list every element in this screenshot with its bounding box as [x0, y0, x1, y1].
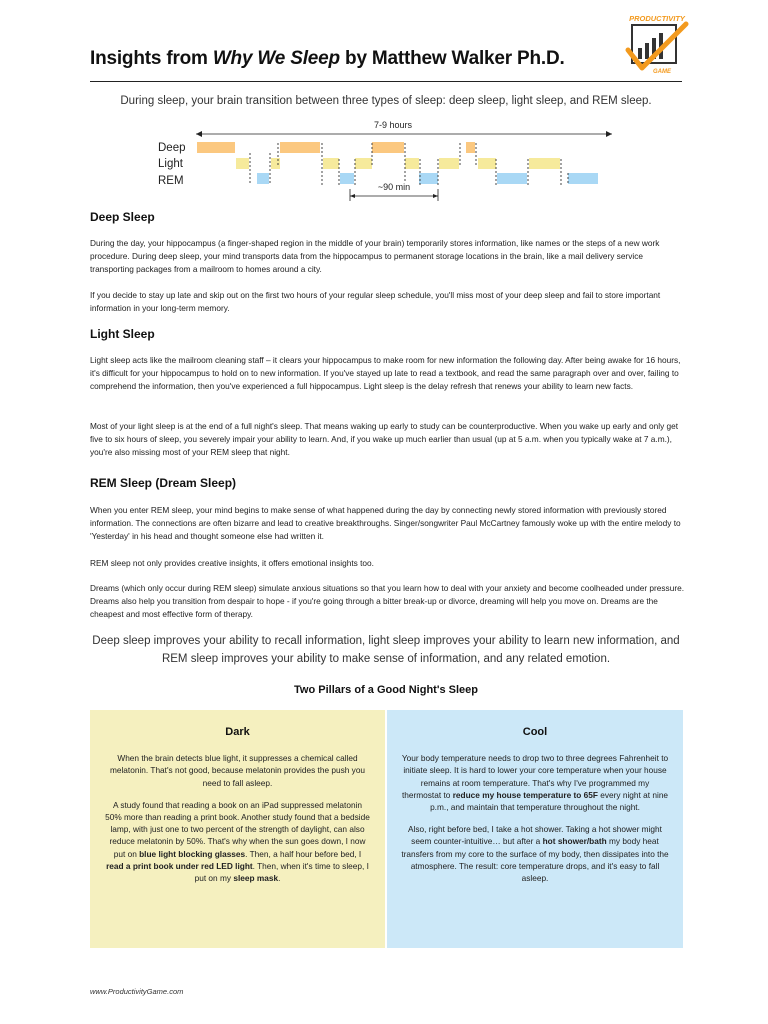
logo-text-top: PRODUCTIVITY — [629, 14, 685, 23]
title-suffix: by Matthew Walker Ph.D. — [339, 48, 565, 69]
light-sleep-paragraph-2: Most of your light sleep is at the end of a full night's sleep. That means waking up early to study can be counterproductive. When you wake up early and only get five to six hours of sleep, you severely impair your ability to learn. And, if you wake up much earlier than usual (up at 5 a.m. when you typically wake at 7 a.m.), you're also missing most of your REM sleep that night. — [90, 421, 679, 457]
dark-pillar-paragraph-2: A study found that reading a book on an iPad suppressed melatonin 50% more than reading a print book. Another study found that a bedside lamp, with just one to two percent of the strength of daylight, can also reduce melatonin by 50%. That's why when the sun goes down, I now put on blue light blocking glasses. Then, a half hour before bed, I read a print book under red LED light. Then, when it's time to sleep, I put on my sleep mask. — [105, 799, 370, 884]
intro-text: During sleep, your brain transition between three types of sleep: deep sleep, light sleep, and REM sleep. — [120, 95, 652, 107]
title-book-name: Why We Sleep — [212, 48, 340, 69]
title-prefix: Insights from — [90, 48, 213, 69]
duration-label: 7-9 hours — [373, 120, 413, 130]
deep-sleep-paragraph-2: If you decide to stay up late and skip out on the first two hours of your regular sleep schedule, you'll miss most of your deep sleep and fail to store important information in your long-term memory. — [90, 290, 661, 313]
hot-shower-highlight: hot shower/bath — [542, 836, 607, 847]
rem-sleep-heading: REM Sleep (Dream Sleep) — [90, 476, 237, 490]
cool-pillar-box — [387, 710, 683, 948]
rem-sleep-paragraph-3: Dreams (which only occur during REM sleep) simulate anxious situations so that you learn how to deal with your anxiety and become coolheaded under pressure. Dreams also help you transition from despair to hope - if you're going through a bitter break-up or divorce, dreaming will help you move on. Dreams are the cheapest and most effective form of therapy. — [90, 583, 685, 619]
light-label: Light — [158, 158, 183, 170]
cool-pillar-paragraph-2: Also, right before bed, I take a hot shower. Taking a hot shower might seem counter-intuitive… but after a hot shower/bath my body heat transfers from my core to the surface of my body, then dissipates into the atmosphere. The result: core temperature drops, and it's easy to fall asleep. — [401, 824, 669, 884]
cool-pillar-heading: Cool — [522, 726, 548, 738]
sleep-cycle-diagram — [150, 115, 620, 205]
productivity-game-logo — [620, 10, 694, 76]
light-sleep-paragraph-1: Light sleep acts like the mailroom cleaning staff – it clears your hippocampus to make room for new information the following day. After being awake for 16 hours, it's difficult for your hippocampus to hold on to new information. If you've stayed up late to read a textbook, and read the same paragraph over and over, failing to comprehend the information, then you've experienced a full hippocampus. Light sleep is the delay refresh that renews your ability to learn new facts. — [90, 355, 681, 391]
dark-pillar-box — [90, 710, 385, 948]
house-temperature-highlight: reduce my house temperature to 65F — [452, 789, 598, 800]
rem-label: REM — [158, 175, 184, 187]
red-led-highlight: read a print book under red LED light — [106, 860, 253, 871]
blue-light-glasses-highlight: blue light blocking glasses — [139, 848, 246, 859]
footer-url[interactable]: www.ProductivityGame.com — [90, 987, 184, 996]
dark-pillar-paragraph-1: When the brain detects blue light, it suppresses a chemical called melatonin. That's not good, because melatonin provides the push you need to fall asleep. — [109, 753, 366, 788]
title-divider — [90, 81, 682, 82]
rem-sleep-paragraph-1: When you enter REM sleep, your mind begins to make sense of what happened during the day by connecting newly stored information with previously stored information. The connections are often bizarre and lead to creative breakthroughs. Singer/songwriter Paul McCartney famously woke up with the entire melody to 'Yesterday' in his head and thought someone else had written it. — [90, 505, 681, 541]
rem-sleep-paragraph-2: REM sleep not only provides creative insights, it offers emotional insights too. — [90, 558, 374, 568]
deep-sleep-blocks — [197, 142, 475, 153]
summary-quote: Deep sleep improves your ability to recall information, light sleep improves your ability to learn new information, and REM sleep improves your ability to make sense of information, and any related emotion. — [92, 635, 680, 665]
deep-sleep-paragraph-1: During the day, your hippocampus (a finger-shaped region in the middle of your brain) temporarily stores information, like names or the steps of a new work procedure. During deep sleep, your mind transports data from the hippocampus to permanent storage locations in the brain, like a mail delivery service transporting packages from a mailroom to homes around a city. — [90, 238, 660, 274]
deep-label: Deep — [158, 142, 186, 154]
logo-text-bottom: GAME — [653, 69, 671, 75]
light-sleep-blocks — [236, 158, 560, 169]
dark-pillar-heading: Dark — [225, 726, 250, 738]
rem-sleep-blocks — [257, 173, 598, 184]
cool-pillar-paragraph-1: Your body temperature needs to drop two to three degrees Fahrenheit to initiate sleep. It is hard to lower your core temperature when your house remains at room temperature. That's why I've programmed my thermostat to reduce my house temperature to 65F every night at nine p.m., and maintain that temperature throughout the night. — [401, 753, 669, 813]
cycle-label: ~90 min — [377, 182, 411, 192]
sleep-mask-highlight: sleep mask — [233, 873, 279, 884]
page-title — [90, 48, 565, 70]
light-sleep-heading: Light Sleep — [90, 327, 155, 341]
pillars-title: Two Pillars of a Good Night's Sleep — [294, 684, 478, 696]
deep-sleep-heading: Deep Sleep — [90, 210, 155, 224]
